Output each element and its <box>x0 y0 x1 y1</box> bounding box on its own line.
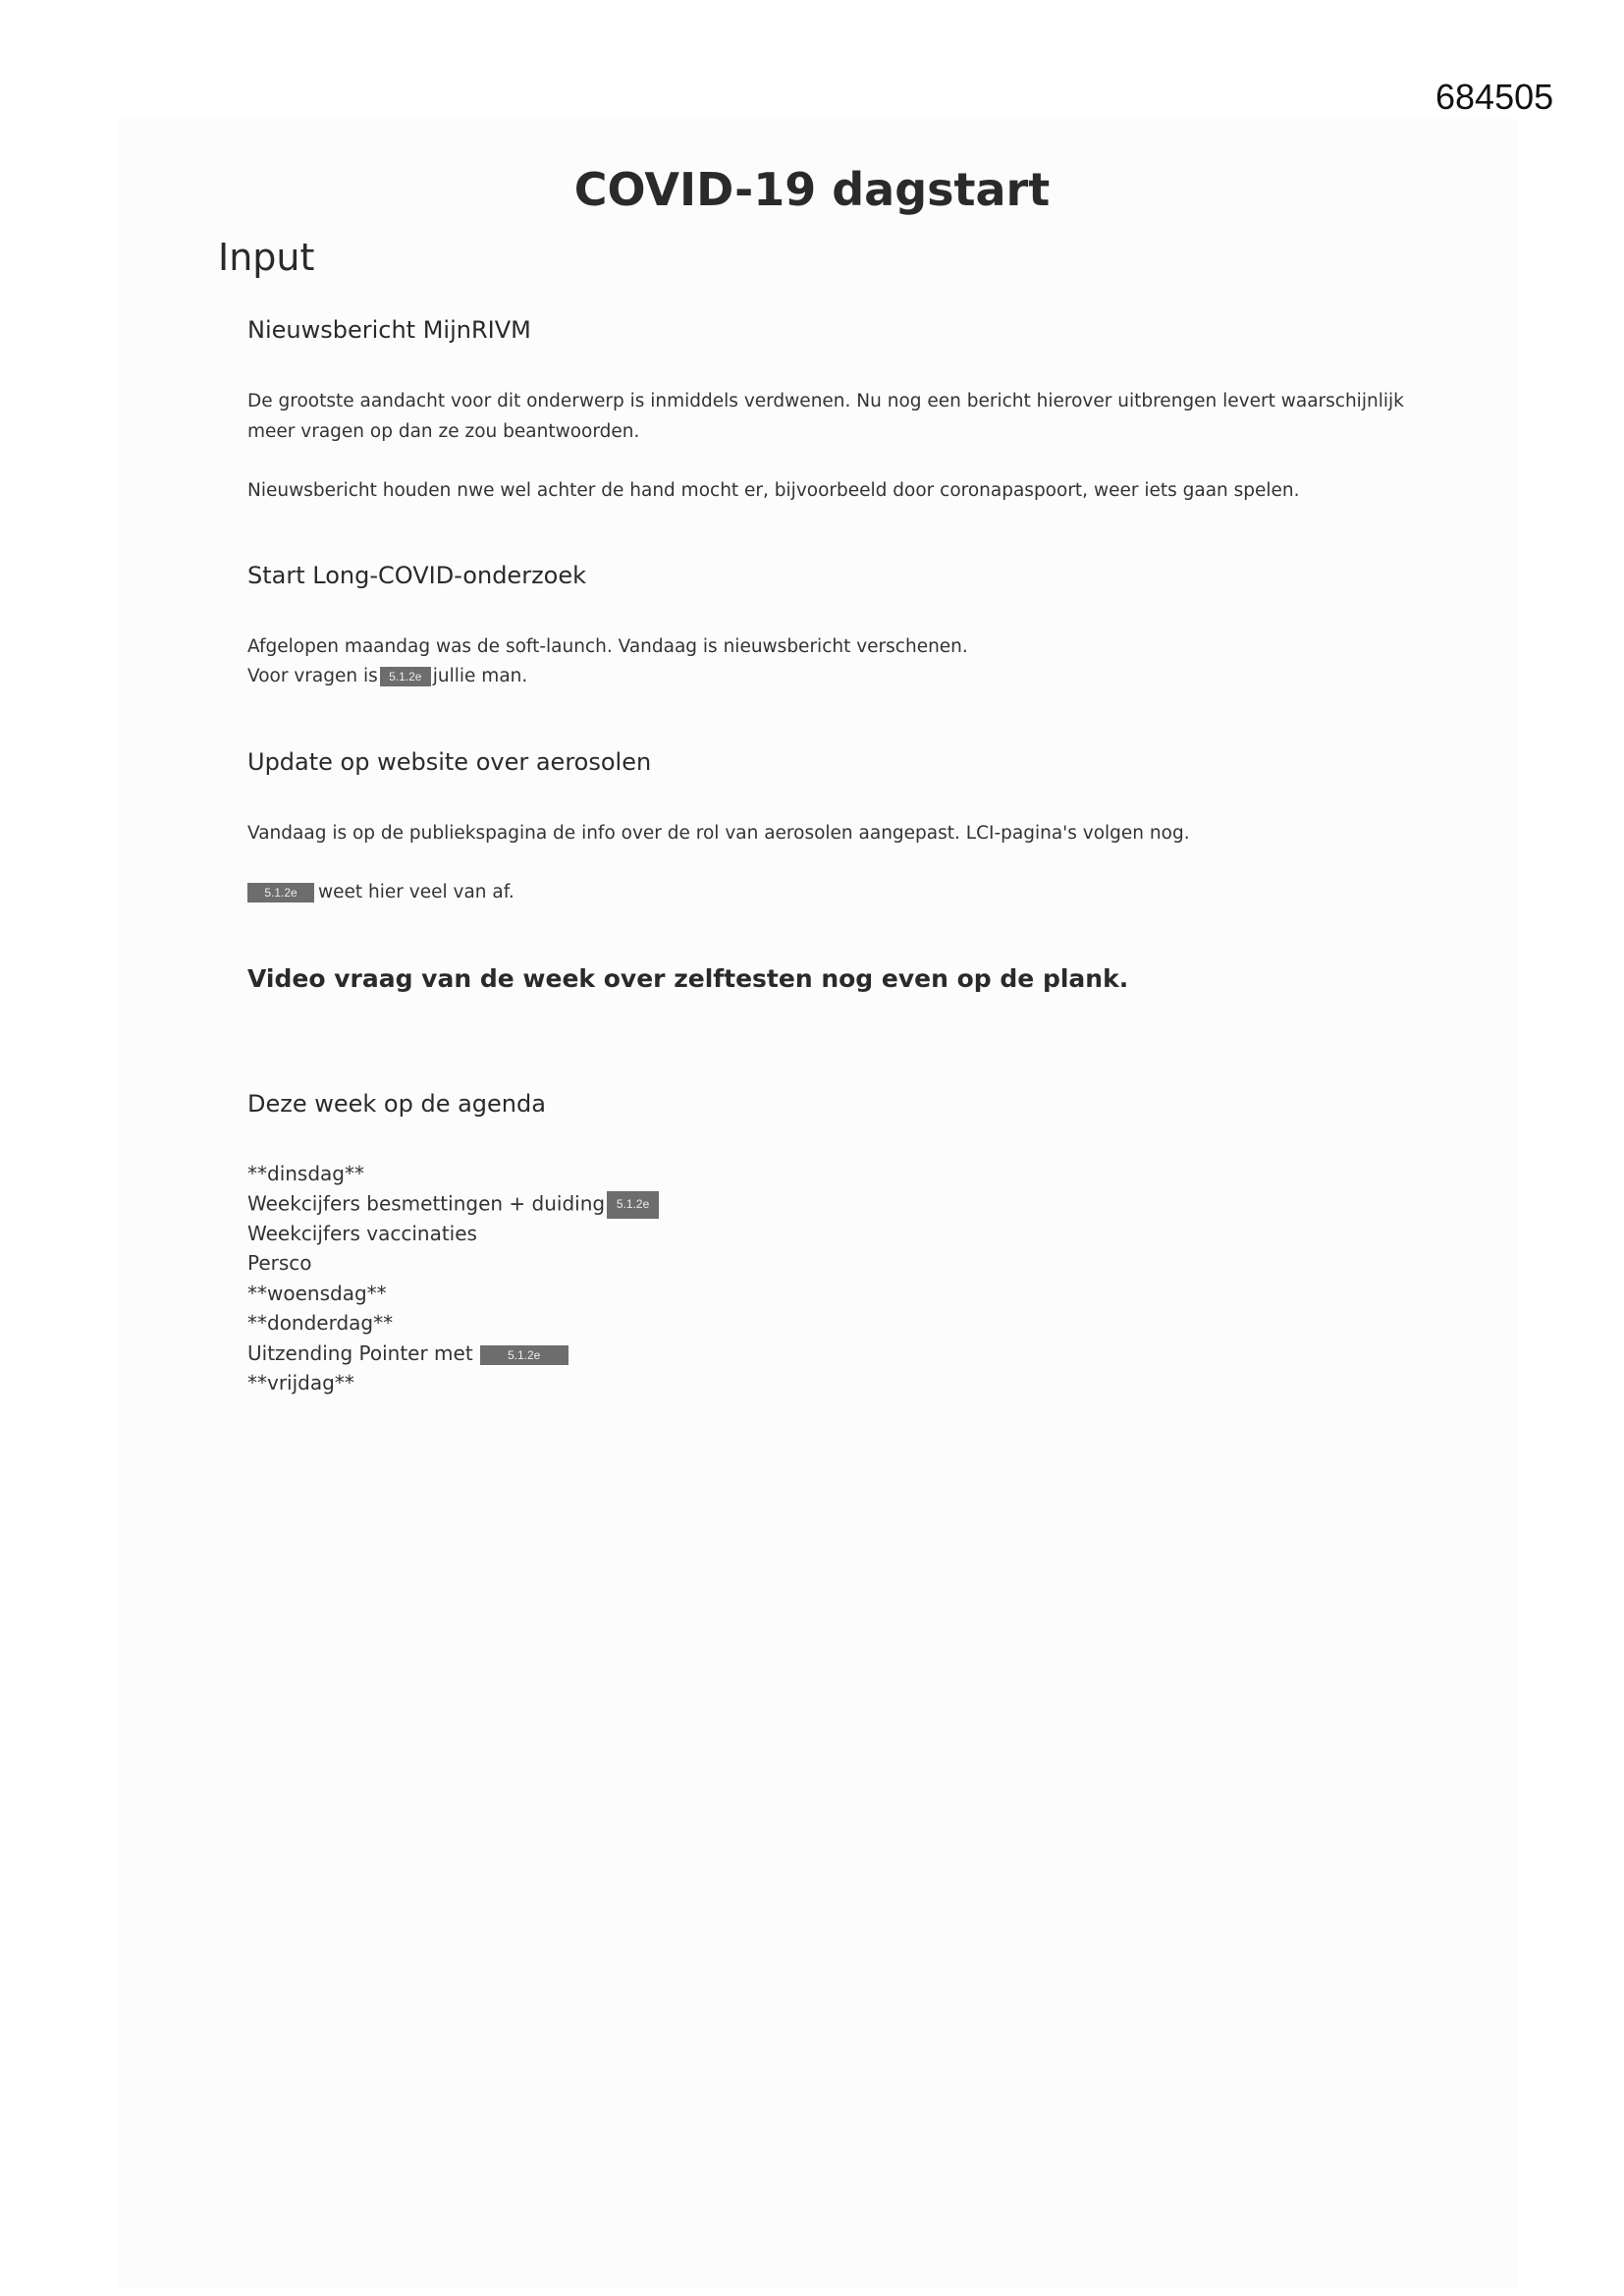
heading-long-covid: Start Long-COVID-onderzoek <box>247 562 587 589</box>
paragraph: De grootste aandacht voor dit onderwerp is inmiddels verdwenen. Nu nog een bericht hierover uitbrengen levert waarschijnlijk <box>247 391 1404 411</box>
text: Uitzending Pointer met <box>247 1341 473 1365</box>
paragraph-with-redaction <box>247 882 514 902</box>
heading-video: Video vraag van de week over zelftesten nog even op de plank. <box>247 964 1129 993</box>
redaction-box: 5.1.2e <box>607 1191 659 1219</box>
redaction-box: 5.1.2e <box>247 883 314 902</box>
agenda-item: **dinsdag** <box>247 1162 364 1185</box>
agenda-item: **vrijdag** <box>247 1371 354 1394</box>
paragraph-with-redaction <box>247 666 527 686</box>
heading-agenda: Deze week op de agenda <box>247 1090 546 1118</box>
text: weet hier veel van af. <box>318 882 514 902</box>
paragraph: Vandaag is op de publiekspagina de info over de rol van aerosolen aangepast. LCI-pagina's volgen nog. <box>247 823 1190 844</box>
page-title: COVID-19 dagstart <box>573 163 1051 216</box>
heading-nieuwsbericht: Nieuwsbericht MijnRIVM <box>247 316 531 344</box>
paragraph: Afgelopen maandag was de soft-launch. Vandaag is nieuwsbericht verschenen. <box>247 636 968 657</box>
agenda-item: Weekcijfers vaccinaties <box>247 1222 477 1245</box>
text: Weekcijfers besmettingen + duiding <box>247 1191 606 1216</box>
agenda-item: Persco <box>247 1251 312 1275</box>
text: Voor vragen is <box>247 666 378 686</box>
heading-aerosolen: Update op website over aerosolen <box>247 748 652 776</box>
paragraph: Nieuwsbericht houden nwe wel achter de hand mocht er, bijvoorbeeld door coronapaspoort, weer iets gaan spelen. <box>247 480 1300 501</box>
section-heading: Input <box>218 236 315 279</box>
text: jullie man. <box>432 666 528 686</box>
redaction-box: 5.1.2e <box>480 1345 568 1365</box>
agenda-item <box>247 1341 568 1365</box>
agenda-item: **woensdag** <box>247 1282 387 1305</box>
document-number: 684505 <box>1435 77 1554 117</box>
agenda-item <box>247 1191 659 1219</box>
paragraph: meer vragen op dan ze zou beantwoorden. <box>247 421 640 442</box>
agenda-item: **donderdag** <box>247 1311 394 1335</box>
redaction-box: 5.1.2e <box>380 667 431 686</box>
